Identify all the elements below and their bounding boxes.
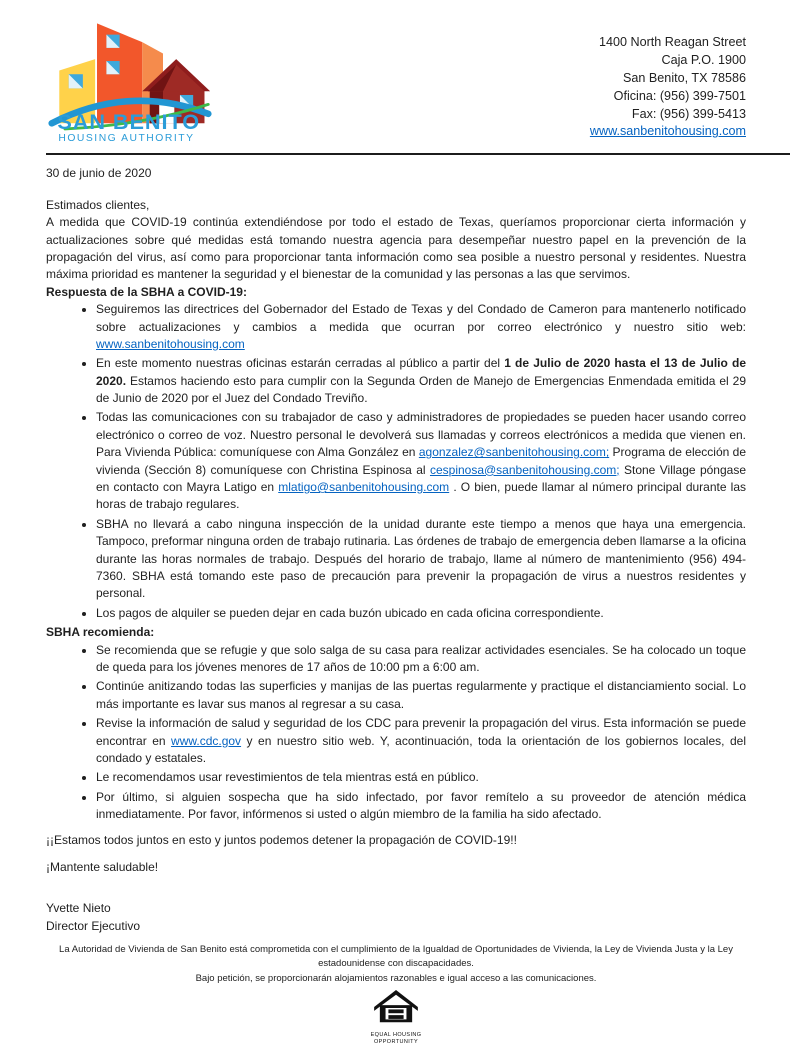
text-segment: y en nuestro sitio web. Y, acontinuación, toda la orientación de los gobiernos locales, del condado y estatales. xyxy=(96,733,746,765)
inline-link[interactable]: mlatigo@sanbenitohousing.com xyxy=(278,480,450,495)
inline-link[interactable]: cespinosa@sanbenitohousing.com; xyxy=(429,462,620,477)
inline-link[interactable]: www.cdc.gov xyxy=(171,733,242,748)
list-item xyxy=(96,769,746,786)
address-line: 1400 North Reagan Street xyxy=(598,35,746,49)
signature-name: Yvette Nieto xyxy=(46,901,111,916)
text-segment: Los pagos de alquiler se pueden dejar en cada buzón ubicado en cada oficina correspondiente. xyxy=(96,605,604,620)
logo-subtitle-text: HOUSING AUTHORITY xyxy=(58,133,195,145)
section-heading-response: Respuesta de la SBHA a COVID-19: xyxy=(46,284,247,299)
signature-title: Director Ejecutivo xyxy=(46,918,141,933)
equal-housing-logo xyxy=(46,989,746,1045)
text-segment: Todas las comunicaciones con su trabajador de caso y administradores de propiedades se pueden hacer usando correo electrónico o correo de voz. Nuestro personal le devolverá sus llamadas y correos electrónicos a medida que vienen en. Para Vivienda Pública: comuníquese con Alma González en xyxy=(96,410,746,460)
inline-link[interactable]: www.sanbenitohousing.com xyxy=(96,336,245,351)
equal-housing-house-icon xyxy=(373,989,419,1027)
sbha-logo-graphic xyxy=(46,12,214,144)
footer-compliance-text: La Autoridad de Vivienda de San Benito está comprometida con el cumplimiento de la Igualdad de Oportunidades de Vivienda, la Ley de Vivienda Justa y la Ley estadounidense con discapacidades. xyxy=(59,944,733,969)
list-item xyxy=(96,605,746,622)
sbha-logo xyxy=(46,12,214,149)
text-segment: SBHA no llevará a cabo ninguna inspección de la unidad durante este tiempo a menos que haya una emergencia. Tampoco, preformar ninguna orden de trabajo rutinaria. Las órdenes de trabajo de emergencia deben llamarse a la oficina durante las horas normales de trabajo. Después del horario de trabajo, llame al número de mantenimiento (956) 494-7360. SBHA está tomando este paso de precaución para prevenir la propagación de virus a nuestros residentes y personal. xyxy=(96,516,746,601)
eho-caption-line1: EQUAL HOUSING xyxy=(370,1031,422,1038)
closing-line-1: ¡¡Estamos todos juntos en esto y juntos podemos detener la propagación de COVID-19!! xyxy=(46,833,517,848)
inline-link[interactable]: agonzalez@sanbenitohousing.com; xyxy=(418,445,610,460)
address-block xyxy=(590,12,746,141)
text-segment: 1 de Julio de 2020 hasta el 13 de Julio de 2020. xyxy=(96,356,746,388)
address-line: Caja P.O. 1900 xyxy=(661,52,746,67)
text-segment: Por último, si alguien sospecha que ha sido infectado, por favor remítelo a su proveedor de atención médica inmediatamente. Por favor, infórmenos si usted o algún miembro de la familia ha sido afectado. xyxy=(96,789,746,822)
list-item xyxy=(96,715,746,767)
text-segment: Estamos haciendo esto para cumplir con la Segunda Orden de Manejo de Emergencias Enmendada emitida el 29 de Junio de 2020 por el Juez del Condado Treviño. xyxy=(96,373,746,406)
address-line: San Benito, TX 78586 xyxy=(623,70,746,85)
logo-name-text: SAN BENITO xyxy=(57,108,201,134)
list-item xyxy=(96,355,746,407)
list-item xyxy=(96,516,746,603)
salutation: Estimados clientes, xyxy=(46,197,150,212)
list-item xyxy=(96,678,746,713)
text-segment: Le recomendamos usar revestimientos de tela mientras está en público. xyxy=(96,770,479,785)
letter-date: 30 de junio de 2020 xyxy=(46,166,152,181)
eho-caption-line2: OPPORTUNITY xyxy=(373,1038,419,1045)
intro-paragraph: A medida que COVID-19 continúa extendiéndose por todo el estado de Texas, queríamos proporcionar cierta información y actualizaciones sobre qué medidas está tomando nuestra agencia para desempeñar nuestro papel en la prevención de la propagación del virus, así como para proporcionar tanta información como sea posible a nuestro personal y residentes. Nuestra máxima prioridad es mantener la seguridad y el bienestar de la comunidad y las personas a las que servimos. xyxy=(46,215,746,282)
text-segment: . O bien, puede llamar al número principal durante las horas de trabajo regulares. xyxy=(96,480,746,512)
text-segment: Se recomienda que se refugie y que solo salga de su casa para realizar actividades esenciales. Se ha colocado un toque de queda para los jóvenes menores de 17 años de 10:00 pm a 6:00 am. xyxy=(96,642,746,674)
text-segment: Continúe anitizando todas las superficies y manijas de las puertas regularmente y practique el distanciamiento social. Lo más importante es lavar sus manos al regresar a su casa. xyxy=(96,679,746,711)
letter-header xyxy=(46,12,746,149)
header-divider xyxy=(46,153,790,155)
text-segment: Revise la información de salud y seguridad de los CDC para prevenir la propagación del virus. Esta información se puede encontrar en xyxy=(96,716,746,748)
address-line: Oficina: (956) 399-7501 xyxy=(613,88,746,103)
letter-footer xyxy=(46,943,746,1045)
closing-line-2: ¡Mantente saludable! xyxy=(46,859,159,874)
address-line: Fax: (956) 399-5413 xyxy=(631,106,746,121)
text-segment: En este momento nuestras oficinas estarán cerradas al público a partir del xyxy=(96,356,505,371)
recommendations-list xyxy=(46,642,746,824)
section-heading-recommend: SBHA recomienda: xyxy=(46,625,155,640)
text-segment: Programa de elección de vivienda (Sección 8) comuníquese con Christina Espinosa al xyxy=(96,445,747,477)
website-link[interactable]: www.sanbenitohousing.com xyxy=(589,124,746,139)
text-segment: Stone Village póngase en contacto con Mayra Latigo en xyxy=(96,462,746,495)
text-segment: Seguiremos las directrices del Gobernador del Estado de Texas y del Condado de Cameron para mantenerlo notificado sobre actualizaciones y cambios a medida que ocurran por correo electrónico y nuestro sitio web: xyxy=(96,302,746,334)
footer-accommodation-text: Bajo petición, se proporcionarán alojamientos razonables e igual acceso a las comunicaciones. xyxy=(195,972,597,984)
list-item xyxy=(96,642,746,677)
list-item xyxy=(96,409,746,513)
covid-response-list xyxy=(46,301,746,622)
list-item xyxy=(96,301,746,353)
list-item xyxy=(96,789,746,824)
